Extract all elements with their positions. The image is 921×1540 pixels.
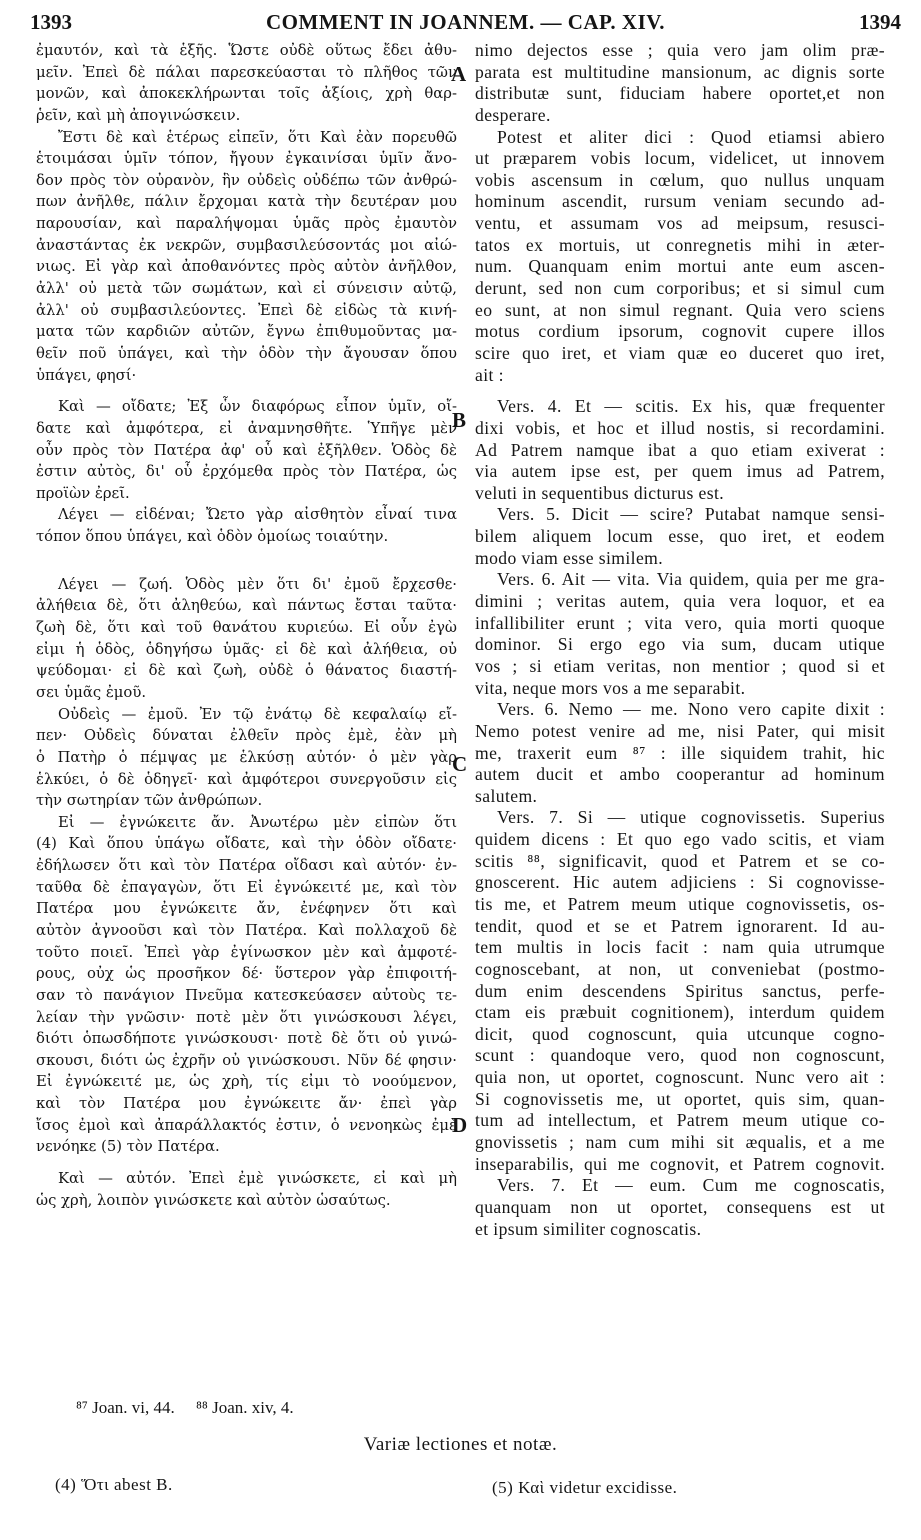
greek-line: δατε καὶ ἀμφότερα, εἰ ἀναμνησθῆτε. Ὑπῆγε μὲν [36, 419, 457, 437]
column-marker-a: A [451, 62, 467, 86]
latin-line: veluti in sequentibus dicturus est. [475, 482, 725, 503]
running-header [30, 6, 901, 36]
latin-line: gnoscerent. Hic autem adjiciens : Si cognovisse- [475, 872, 885, 893]
latin-line: nimo dejectos esse ; quia vero jam olim præ- [475, 40, 885, 60]
greek-line: ὡς χρὴ, λοιπὸν γινώσκετε καὶ αὐτὸν ὡσαύτως. [36, 1191, 391, 1209]
greek-line: σαν τὸ πανάγιον Πνεῦμα κατεσκεύασεν αὐτοὺς τε- [36, 986, 457, 1004]
latin-line: Vers. 6. Ait — vita. Via quidem, quia per me gra- [497, 569, 885, 590]
greek-line: Καὶ — αὐτόν. Ἐπεὶ ἐμὲ γινώσκετε, εἰ καὶ μὴ [58, 1170, 457, 1188]
latin-line: Vers. 7. Si — utique cognovissetis. Superius [497, 807, 885, 828]
greek-line: ματα τῶν καρδιῶν αὐτῶν, ἔγνω ἐπιθυμοῦντας μα- [36, 323, 457, 341]
latin-line: Si cognovissetis me, ut oportet, quis sim, quan- [475, 1088, 885, 1109]
latin-line: quidem dicens : Et quo ego vado scitis, et viam [475, 829, 885, 850]
greek-line: ἀλήθεια δὲ, ὅτι ἀληθεύω, καὶ πάντως ἔσται ταῦτα· [36, 597, 457, 615]
latin-line: inseparabilis, qui me cognovit, et Patrem cognovit. [475, 1153, 885, 1174]
variant-readings-heading: Variæ lectiones et notæ. [363, 1434, 558, 1455]
greek-line: σκουσι, διότι ὡς ἐχρῆν οὐ γινώσκουσι. Νῦν δέ φησιν· [36, 1051, 457, 1069]
latin-line: num. Quanquam enim mortui ante eum ascen- [475, 256, 885, 277]
latin-line: eo sunt, at non simul regnant. Quia vero sciens [475, 299, 885, 320]
latin-line: Nemo potest venire ad me, nisi Pater, qui misit [475, 720, 885, 741]
latin-line: vos ; si etiam veritas, non mentior ; quod si et [475, 655, 885, 676]
running-title: COMMENT IN JOANNEM. — CAP. XIV. [266, 10, 665, 34]
latin-line: Vers. 4. Et — scitis. Ex his, quæ frequenter [497, 396, 885, 417]
greek-line: πων ἀνῆλθε, πάλιν ἔρχομαι κατὰ τὴν δευτέραν μου [36, 193, 457, 211]
greek-line: Ἔστι δὲ καὶ ἑτέρως εἰπεῖν, ὅτι Καὶ ἐὰν πορευθῶ [58, 128, 457, 146]
latin-line: derunt, sed non cum corporibus; et si simul cum [475, 278, 885, 299]
greek-line: Λέγει — εἰδέναι; Ὤετο γὰρ αἰσθητὸν εἶναί τινα [58, 506, 457, 524]
latin-line: Vers. 6. Nemo — me. Nono vero capite dixit : [497, 699, 885, 720]
latin-column [475, 40, 885, 1240]
latin-line: scire quo iret, et viam quæ eo duceret quo iret, [475, 342, 885, 363]
greek-line: μονῶν, καὶ ἀποκεκλήρωνται τοῖς ἀξίοις, χρὴ θαρ- [36, 85, 457, 103]
greek-line: ἐστιν αὐτὸς, δι' οὗ ἐρχόμεθα πρὸς τὸν Πατέρα, ὡς [36, 463, 457, 481]
column-marker-c: C [452, 752, 468, 776]
greek-line: ῥεῖν, καὶ μὴ ἀπογινώσκειν. [36, 106, 241, 124]
greek-line: αὐτὸν ἀγνοοῦσι καὶ τὸν Πατέρα. Καὶ πολλαχοῦ δὲ [36, 921, 457, 939]
latin-line: dimini ; veritas autem, quia vera loquor, et ea [475, 591, 885, 612]
latin-line: motus cordium ipsorum, cognovit cupere illos [475, 321, 885, 342]
latin-line: distributæ sunt, fiduciam habere oportet,et non [475, 83, 885, 104]
latin-line: via autem ipse est, per quem imus ad Patrem, [475, 461, 885, 482]
latin-line: scitis ⁸⁸, significavit, quod et Patrem et se co- [475, 850, 885, 871]
greek-line: θεῖν ποῦ ὑπάγει, καὶ τὴν ὁδὸν τὴν ἄγουσαν ὅπου [36, 344, 457, 362]
greek-line: (4) Καὶ ὅπου ὑπάγω οἴδατε, καὶ τὴν ὁδὸν οἴδατε· [36, 835, 457, 853]
latin-line: bilem aliquem locum esse, quo iret, et eodem [475, 526, 885, 547]
latin-line: ventu, et assumam vos ad meipsum, resusci- [475, 213, 885, 234]
scripture-references: ⁸⁷ Joan. vi, 44. ⁸⁸ Joan. xiv, 4. [76, 1398, 294, 1417]
greek-line: οὖν πρὸς τὸν Πατέρα ἀφ' οὗ καὶ ἐξῆλθεν. Ὁδὸς δὲ [36, 441, 457, 459]
latin-line: Vers. 5. Dicit — scire? Putabat namque sensi- [497, 504, 885, 525]
greek-line: νιως. Εἰ γὰρ καὶ ἀποθανόντες πρὸς αὐτὸν ἀνῆλθον, [36, 258, 457, 276]
greek-line: ταῦθα δὲ ἐπαγαγὼν, ὅτι Εἰ ἐγνώκειτέ με, καὶ τὸν [36, 878, 457, 896]
greek-line: ἀλλ' οὐ μετὰ τῶν σωμάτων, καὶ εἰ σύνεισιν αὐτῷ, [36, 280, 457, 298]
latin-line: scunt : quandoque vero, quod non cognoscunt, [475, 1045, 885, 1066]
greek-line: δον πρὸς τὸν οὐρανὸν, ἣν οὐδεὶς οὐδέπω τῶν ἀνθρώ- [36, 171, 457, 189]
latin-line: tendit, quod et se et Patrem ignorarent. Id au- [475, 915, 885, 936]
latin-line: dominor. Si ergo ego via sum, ducam utique [475, 634, 885, 655]
column-marker-d: D [452, 1113, 468, 1137]
latin-line: quanquam non ut oportet, consequens est ut [475, 1196, 885, 1217]
greek-line: πεν· Οὐδεὶς δύναται ἐλθεῖν πρὸς ἐμὲ, ἐὰν μὴ [36, 727, 457, 745]
greek-line: Λέγει — ζωή. Ὁδὸς μὲν ὅτι δι' ἐμοῦ ἔρχεσθε· [58, 575, 457, 593]
latin-line: cognoscebant, at non, ut conveniebat (postmo- [475, 958, 885, 979]
latin-line: Potest et aliter dici : Quod etiamsi abiero [497, 126, 885, 147]
greek-line: Καὶ — οἴδατε; Ἐξ ὧν διαφόρως εἶπον ὑμῖν, οἴ- [58, 398, 457, 416]
latin-line: desperare. [475, 104, 551, 125]
latin-line: Ad Patrem namque ibat a quo etiam exiverat : [475, 439, 885, 460]
greek-line: προϊὼν ἐρεῖ. [36, 484, 130, 502]
greek-line: λείαν τὴν γνῶσιν· ποτὲ μὲν ὅτι γινώσκουσι λέγει, [36, 1008, 457, 1026]
greek-line: τοῦτο ποιεῖ. Ἐπεὶ γὰρ ἐγίνωσκον μὲν καὶ ἀμφοτέ- [36, 943, 457, 961]
latin-line: tis me, et Patrem meum utique cognovissetis, os- [475, 893, 885, 914]
greek-line: Οὐδεὶς — ἐμοῦ. Ἐν τῷ ἐνάτῳ δὲ κεφαλαίῳ εἴ- [58, 705, 457, 723]
latin-line: tum ad intellectum, et Patrem meum utique co- [475, 1110, 885, 1131]
latin-line: et ipsum similiter cognoscatis. [475, 1218, 702, 1239]
page-number-left: 1393 [30, 10, 72, 34]
greek-line: νενόηκε (5) τὸν Πατέρα. [36, 1138, 220, 1156]
latin-line: tem multis in locis facit : nam quia utrumque [475, 937, 885, 958]
greek-column [36, 40, 457, 1211]
greek-line: ἴσος ἐμοὶ καὶ ἀπαράλλακτός ἐστιν, ὁ νενοηκὼς ἐμὲ [36, 1116, 457, 1134]
latin-line: quia non, ut oportet, cognoscunt. Nunc vero ait : [475, 1067, 885, 1088]
latin-line: parata est multitudine mansionum, ac dignis sorte [475, 61, 885, 82]
greek-line: ρους, οὐχ ὡς προσῆκον δέ· ὕστερον γὰρ ἐπιφοιτή- [36, 965, 457, 983]
latin-line: dum enim descendens Spiritus sanctus, perfe- [475, 980, 885, 1001]
greek-line: ἑλκύει, ὁ δὲ ὁδηγεῖ· καὶ ἀμφότεροι συνεργοῦσιν εἰς [36, 770, 457, 788]
latin-line: dicit, quod cognoscunt, quia utcunque cogno- [475, 1023, 885, 1044]
latin-line: ait : [475, 364, 504, 385]
greek-line: ἀναστάντας ἐκ νεκρῶν, συμβασιλεύσοντάς μοι αἰώ- [36, 236, 457, 254]
variant-note-4: (4) Ὅτι abest B. [55, 1475, 173, 1494]
greek-line: εἰμι ἡ ὁδὸς, ὁδηγήσω ὑμᾶς· εἰ δὲ καὶ ἀλήθεια, οὐ [36, 640, 457, 658]
latin-line: me, traxerit eum ⁸⁷ : ille siquidem trahit, hic [475, 742, 885, 763]
latin-line: vobis ascensum in cœlum, quo nullus unquam [475, 169, 885, 190]
greek-line: ὑπάγει, φησί· [36, 366, 137, 384]
greek-line: Εἰ ἐγνώκειτέ με, ὡς χρὴ, τίς εἰμι τὸ νοούμενον, [36, 1073, 457, 1091]
greek-line: διότι ὁπωσδήποτε γινώσκουσι· ποτὲ δὲ ὅτι οὐ γινώ- [36, 1030, 457, 1048]
greek-line: ἐδήλωσεν ὅτι καὶ τὸν Πατέρα οἴδασι καὶ αὐτόν· ἐν- [36, 857, 457, 875]
greek-line: ἐμαυτόν, καὶ τὰ ἑξῆς. Ὥστε οὐδὲ οὕτως ἔδει ἀθυ- [36, 42, 457, 59]
greek-line: σει ὑμᾶς ἐμοῦ. [36, 683, 147, 701]
greek-line: ζωὴ δὲ, ὅτι καὶ τοῦ θανάτου κυριεύω. Εἰ οὖν ἐγὼ [36, 619, 457, 637]
latin-line: hominum ascendit, rursum veniam secundo ad- [475, 191, 885, 212]
latin-line: tatos ex mortuis, ut conregnetis mihi in æter- [475, 234, 885, 255]
page-number-right: 1394 [859, 10, 901, 34]
greek-line: καὶ τὸν Πατέρα μου ἐγνώκειτε ἄν· ἐπεὶ γὰρ [36, 1095, 457, 1113]
latin-line: dixi vobis, et hoc et illud nostis, si recordamini. [475, 417, 885, 438]
latin-line: Vers. 7. Et — eum. Cum me cognoscatis, [497, 1175, 885, 1196]
greek-line: ἑτοιμάσαι ὑμῖν τόπον, ἤγουν ἐγκαινίσαι ὑμῖν ἄνο- [36, 150, 457, 168]
latin-line: ut præparem vobis locum, videlicet, ut innovem [475, 148, 885, 169]
latin-line: vita, neque mors vos a me separabit. [475, 677, 746, 698]
variant-note-5: (5) Καὶ videtur excidisse. [492, 1478, 678, 1497]
latin-line: autem ducit et ambo cooperantur ad hominum [475, 764, 885, 785]
greek-line: τὴν σωτηρίαν τῶν ἀνθρώπων. [36, 792, 263, 810]
latin-line: infallibiliter erunt ; vita vero, quia morti quoque [475, 612, 885, 633]
latin-line: salutem. [475, 785, 538, 806]
latin-line: gnovissetis ; nam cum mihi sit æqualis, et a me [475, 1132, 885, 1153]
greek-line: τόπον ὅπου ὑπάγει, καὶ ὁδὸν ὁμοίως τοιαύτην. [36, 528, 389, 546]
column-marker-b: B [452, 408, 467, 432]
latin-line: ctam eis præbuit cognitionem), interdum quidem [475, 1002, 885, 1023]
greek-line: παρουσίαν, καὶ παραλήψομαι ὑμᾶς πρὸς ἐμαυτὸν [36, 215, 457, 233]
greek-line: ψεύδομαι· εἰ δὲ καὶ ζωὴ, οὐδὲ ὁ θάνατος διαστή- [36, 662, 457, 680]
greek-line: μεῖν. Ἐπεὶ δὲ πάλαι παρεσκεύασται τὸ πλῆθος τῶν [36, 63, 457, 81]
greek-line: ἀλλ' οὐ συμβασιλεύοντες. Ἐπεὶ δὲ εἰδὼς τὰ κινή- [36, 301, 457, 319]
latin-line: modo viam esse similem. [475, 547, 664, 568]
greek-line: Πατέρα μου ἐγνώκειτε ἄν, ἐνέφηνεν ὅτι καὶ [36, 900, 457, 918]
greek-line: ὁ Πατὴρ ὁ πέμψας με ἑλκύσῃ αὐτόν· ὁ μὲν γὰρ [36, 748, 457, 766]
greek-line: Εἰ — ἐγνώκειτε ἄν. Ἀνωτέρω μὲν εἰπὼν ὅτι [58, 813, 457, 831]
